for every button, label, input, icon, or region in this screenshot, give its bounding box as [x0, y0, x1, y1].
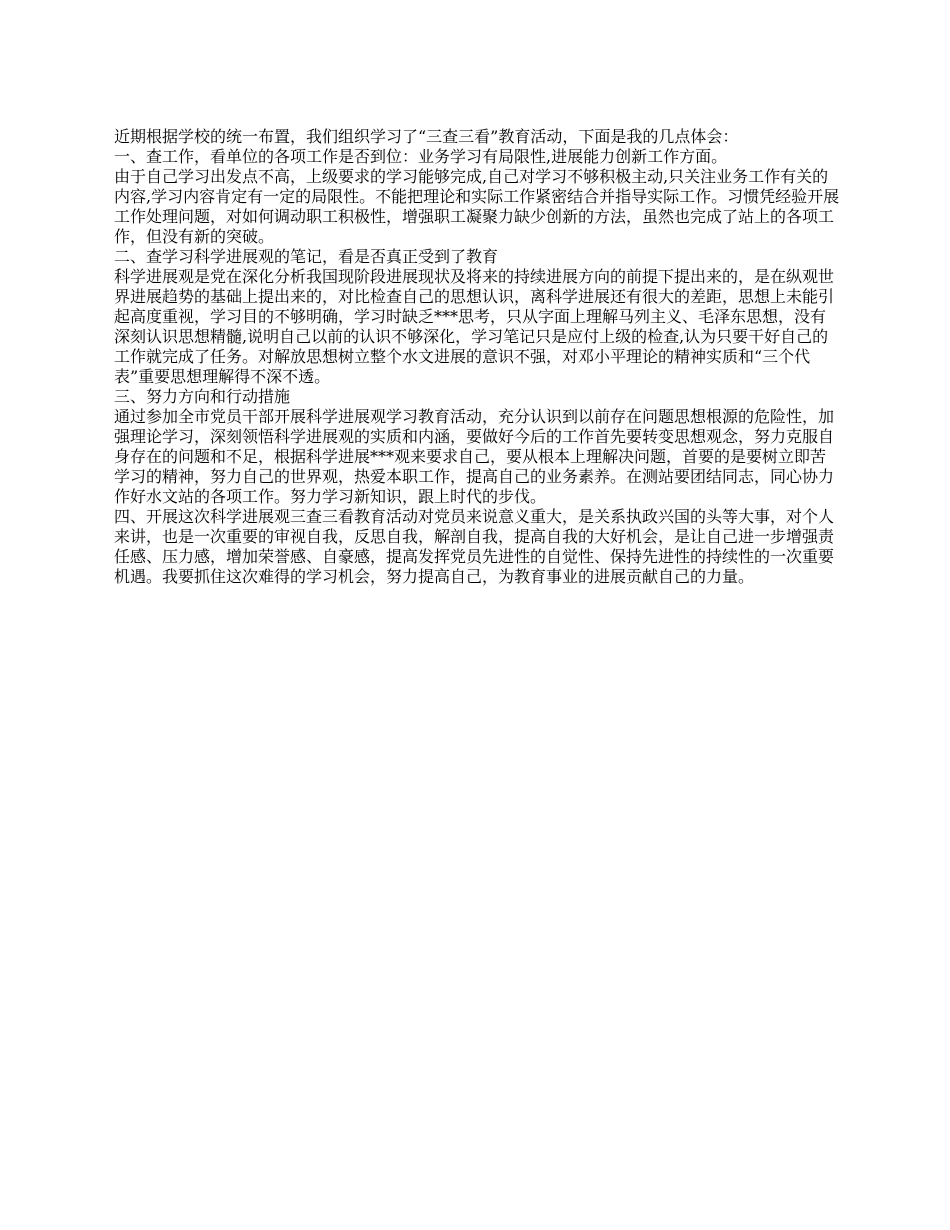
paragraph-section-3: 通过参加全市党员干部开展科学进展观学习教育活动，充分认识到以前存在问题思想根源的危险性，加强理论学习，深刻领悟科学进展观的实质和内涵，要做好今后的工作首先要转变思想观念，努力克服自身存在的问题和不足，根据科学进展***观来要求自己，要从根本上理解决问题，首要的是要树立即苦学习的精神，努力自己的世界观，热爱本职工作，提高自己的业务素养。在测站要团结同志，同心协力作好水文站的各项工作。努力学习新知识，跟上时代的步伐。	[114, 407, 835, 506]
paragraph-section-1: 由于自己学习出发点不高，上级要求的学习能够完成,自己对学习不够积极主动,只关注业务工作有关的内容,学习内容肯定有一定的局限性。不能把理论和实际工作紧密结合并指导实际工作。习惯凭经验开展工作处理问题，对如何调动职工积极性，增强职工凝聚力缺少创新的方法，虽然也完成了站上的各项工作，但没有新的突破。	[114, 167, 840, 246]
heading-section-1: 一、查工作，看单位的各项工作是否到位：业务学习有局限性,进展能力创新工作方面。	[114, 147, 728, 166]
paragraph-intro: 近期根据学校的统一布置，我们组织学习了“三查三看”教育活动，下面是我的几点体会：	[114, 127, 739, 146]
paragraph-section-4: 四、开展这次科学进展观三查三看教育活动对党员来说意义重大，是关系执政兴国的头等大事，对个人来讲，也是一次重要的审视自我，反思自我，解剖自我，提高自我的大好机会，是让自己进一步增强责任感、压力感，增加荣誉感、自豪感，提高发挥党员先进性的自觉性、保持先进性的持续性的一次重要机遇。我要抓住这次难得的学习机会，努力提高自己，为教育事业的进展贡献自己的力量。	[114, 507, 835, 586]
heading-section-3: 三、努力方向和行动措施	[114, 387, 291, 406]
document-body	[114, 127, 841, 587]
paragraph-section-2: 科学进展观是党在深化分析我国现阶段进展现状及将来的持续进展方向的前提下提出来的，是在纵观世界进展趋势的基础上提出来的，对比检查自己的思想认识，离科学进展还有很大的差距，思想上未能引起高度重视，学习目的不够明确，学习时缺乏***思考，只从字面上理解马列主义、毛泽东思想，没有深刻认识思想精髓,说明自己以前的认识不够深化，学习笔记只是应付上级的检查,认为只要干好自己的工作就完成了任务。对解放思想树立整个水文进展的意识不强，对邓小平理论的精神实质和“三个代表”重要思想理解得不深不透。	[114, 267, 835, 386]
heading-section-2: 二、查学习科学进展观的笔记，看是否真正受到了教育	[114, 247, 499, 266]
